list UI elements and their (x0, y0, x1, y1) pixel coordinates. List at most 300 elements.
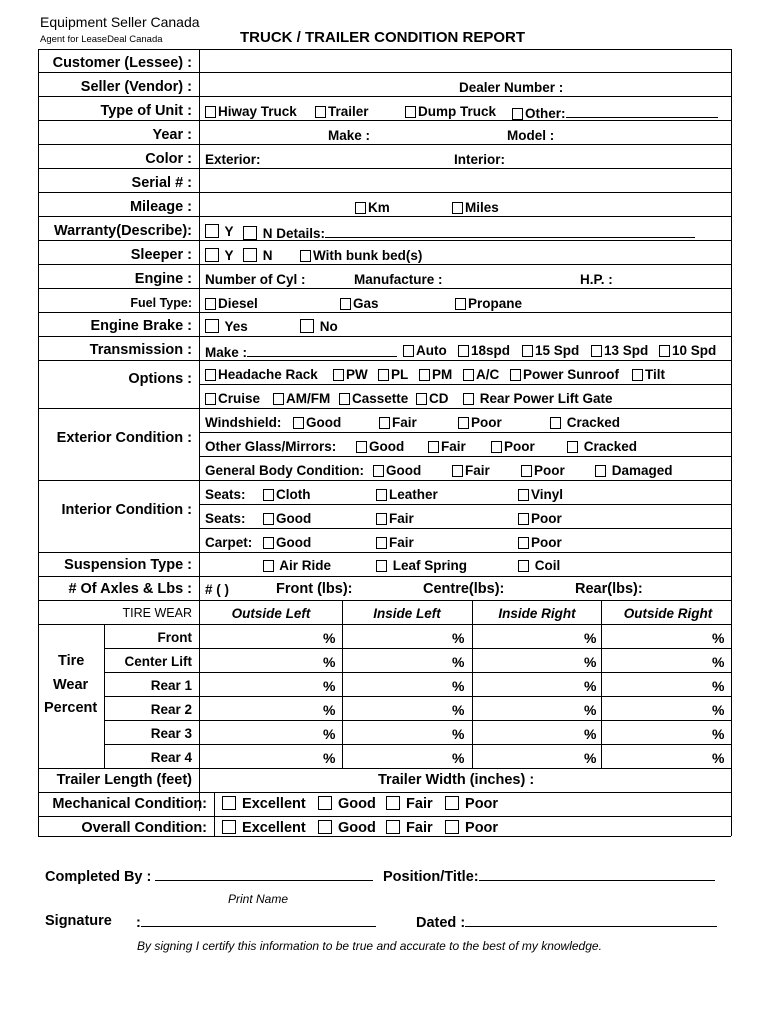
cassette-text: Cassette (352, 391, 409, 406)
coil-option (518, 558, 560, 573)
signature-blank[interactable] (141, 913, 376, 927)
km-option (355, 200, 390, 215)
exterior-condition-label: Exterior Condition : (56, 430, 192, 446)
suspension-type-label: Suspension Type : (64, 557, 192, 573)
grid-hline (38, 624, 731, 625)
air-ride-checkbox[interactable] (263, 560, 274, 572)
spd13-checkbox[interactable] (591, 345, 602, 357)
glass-fair (428, 439, 466, 454)
cruise-option (205, 391, 260, 406)
overall-excellent-text: Excellent (242, 820, 306, 836)
cruise-text: Cruise (218, 391, 261, 406)
overall-good (318, 820, 376, 836)
glass-fair-checkbox[interactable] (428, 441, 439, 453)
mech-poor-checkbox[interactable] (445, 796, 459, 810)
position-title-text: Position/Title: (383, 869, 479, 885)
engine-brake-label: Engine Brake : (90, 318, 192, 334)
tire-row-label-rear-4: Rear 4 (150, 750, 192, 765)
windshield-cracked-checkbox[interactable] (550, 417, 561, 429)
serial-label: Serial # : (131, 175, 192, 191)
condition-sep (214, 792, 215, 836)
carpet-field: Carpet: (205, 535, 253, 550)
engine-label: Engine : (134, 271, 192, 287)
make-field: Make : (328, 128, 371, 143)
options-label: Options : (128, 371, 192, 387)
gas-option (340, 296, 379, 311)
amfm-checkbox[interactable] (273, 393, 284, 405)
tire-percent-cell[interactable]: % (712, 726, 725, 742)
leather-text: Leather (389, 487, 438, 502)
num-cyl-field: Number of Cyl : (205, 272, 306, 287)
glass-good-checkbox[interactable] (356, 441, 367, 453)
warranty-details-blank[interactable] (325, 224, 695, 238)
sleeper-n-text: N (262, 248, 273, 263)
body-damaged-text: Damaged (611, 463, 673, 478)
pw-checkbox[interactable] (333, 369, 344, 381)
tire-percent-cell[interactable]: % (712, 750, 725, 766)
miles-checkbox[interactable] (452, 202, 463, 214)
leather-checkbox[interactable] (376, 489, 387, 501)
carpet-fair-text: Fair (389, 535, 414, 550)
seats-fair (376, 511, 414, 526)
glass-poor-checkbox[interactable] (491, 441, 502, 453)
pm-option (419, 367, 452, 382)
type-unit-options (205, 104, 297, 119)
lift-gate-text: Rear Power Lift Gate (479, 391, 613, 406)
spd18-checkbox[interactable] (458, 345, 469, 357)
vinyl-option (518, 487, 563, 502)
body-good-checkbox[interactable] (373, 465, 384, 477)
grid-right (731, 49, 732, 836)
warranty-n-text: N Details: (262, 226, 326, 241)
leaf-spring-text: Leaf Spring (392, 558, 468, 573)
seats-good-checkbox[interactable] (263, 513, 274, 525)
other-checkbox[interactable] (512, 108, 523, 120)
carpet-poor (518, 535, 562, 550)
bunk-checkbox[interactable] (300, 250, 311, 262)
diesel-text: Diesel (218, 296, 258, 311)
warranty-y (205, 224, 234, 239)
headache-checkbox[interactable] (205, 369, 216, 381)
sunroof-text: Power Sunroof (523, 367, 620, 382)
warranty-n-checkbox[interactable] (243, 226, 257, 240)
tire-percent-cell[interactable]: % (712, 702, 725, 718)
grid-hline (104, 696, 731, 697)
grid-hline (38, 144, 731, 145)
tire-percent-cell[interactable]: % (323, 654, 336, 670)
mechanical-condition-label: Mechanical Condition: (52, 796, 207, 812)
tire-percent-cell[interactable]: % (712, 630, 725, 646)
brake-yes-checkbox[interactable] (205, 319, 219, 333)
overall-fair-checkbox[interactable] (386, 820, 400, 834)
completed-by (45, 867, 373, 885)
grid-hline (38, 576, 731, 577)
tilt-text: Tilt (645, 367, 665, 382)
spd18-option (458, 343, 510, 358)
seats-poor-checkbox[interactable] (518, 513, 529, 525)
wear-label: Wear (53, 677, 89, 693)
customer-label: Customer (Lessee) : (52, 55, 192, 71)
tire-percent-cell[interactable]: % (323, 678, 336, 694)
overall-excellent (222, 820, 306, 836)
mech-good-text: Good (338, 796, 376, 812)
rear-lbs: Rear(lbs): (575, 581, 643, 597)
lift-gate-checkbox[interactable] (463, 393, 474, 405)
grid-hline (38, 816, 731, 817)
gas-text: Gas (353, 296, 379, 311)
windshield-poor-text: Poor (471, 415, 502, 430)
tire-row-label-rear-3: Rear 3 (150, 726, 192, 741)
gas-checkbox[interactable] (340, 298, 351, 310)
year-label: Year : (152, 127, 192, 143)
hiway-truck-text: Hiway Truck (218, 104, 297, 119)
cruise-checkbox[interactable] (205, 393, 216, 405)
mech-good-checkbox[interactable] (318, 796, 332, 810)
tilt-checkbox[interactable] (632, 369, 643, 381)
cd-option (416, 391, 449, 406)
other-blank[interactable] (566, 104, 718, 118)
glass-good (356, 439, 404, 454)
auto-text: Auto (416, 343, 447, 358)
brake-no-text: No (319, 319, 338, 334)
tire-percent-cell[interactable]: % (712, 678, 725, 694)
trailer-width: Trailer Width (inches) : (378, 772, 535, 788)
overall-fair-text: Fair (406, 820, 433, 836)
seats-material-field: Seats: (205, 487, 246, 502)
warranty-y-text: Y (224, 224, 234, 239)
tire-percent-cell[interactable]: % (452, 654, 465, 670)
tire-col-outside-right: Outside Right (623, 606, 713, 621)
body-good-text: Good (386, 463, 422, 478)
auto-checkbox[interactable] (403, 345, 414, 357)
trans-make (205, 343, 397, 360)
spd15-checkbox[interactable] (522, 345, 533, 357)
dealer-number: Dealer Number : (459, 80, 564, 95)
tire-col-sep (342, 600, 343, 768)
agent-line: Agent for LeaseDeal Canada (40, 34, 163, 45)
type-of-unit-label: Type of Unit : (100, 103, 192, 119)
signature-label: Signature (45, 913, 112, 929)
manufacture-field: Manufacture : (354, 272, 443, 287)
headache-text: Headache Rack (218, 367, 318, 382)
seats-poor-text: Poor (531, 511, 562, 526)
seats-good (263, 511, 311, 526)
tire-col-inside-left: Inside Left (373, 606, 441, 621)
carpet-fair (376, 535, 414, 550)
mech-excellent-checkbox[interactable] (222, 796, 236, 810)
ac-option (463, 367, 499, 382)
sleeper-y (205, 248, 234, 263)
body-damaged (595, 463, 673, 478)
carpet-good-text: Good (276, 535, 312, 550)
brake-yes-text: Yes (224, 319, 248, 334)
glass-cracked-text: Cracked (583, 439, 638, 454)
completed-by-blank[interactable] (155, 867, 373, 881)
hiway-truck-checkbox[interactable] (205, 106, 216, 118)
windshield-fair-checkbox[interactable] (379, 417, 390, 429)
seats-fair-text: Fair (389, 511, 414, 526)
tire-percent-cell[interactable]: % (323, 702, 336, 718)
tire-percent-cell[interactable]: % (323, 750, 336, 766)
amfm-option (273, 391, 330, 406)
sleeper-y-text: Y (224, 248, 234, 263)
percent-label: Percent (44, 700, 98, 716)
cloth-option (263, 487, 311, 502)
windshield-fair (379, 415, 417, 430)
grid-hline (38, 96, 731, 97)
sunroof-checkbox[interactable] (510, 369, 521, 381)
tire-percent-cell[interactable]: % (323, 630, 336, 646)
axle-count: # ( ) (205, 582, 230, 597)
km-checkbox[interactable] (355, 202, 366, 214)
pm-text: PM (432, 367, 453, 382)
windshield-good (293, 415, 341, 430)
interior-color-field: Interior: (454, 152, 506, 167)
pl-option (378, 367, 408, 382)
headache-option (205, 367, 318, 382)
body-fair-checkbox[interactable] (452, 465, 463, 477)
spd15-option (522, 343, 579, 358)
general-body-field: General Body Condition: (205, 463, 365, 478)
seats-fair-checkbox[interactable] (376, 513, 387, 525)
tire-percent-cell[interactable]: % (452, 726, 465, 742)
grid-hline (104, 720, 731, 721)
coil-text: Coil (534, 558, 561, 573)
dated-line (416, 913, 717, 931)
vinyl-checkbox[interactable] (518, 489, 529, 501)
dated-text: Dated : (416, 915, 466, 931)
tire-percent-cell[interactable]: % (712, 654, 725, 670)
position-title (383, 867, 715, 885)
tire-label: Tire (58, 653, 85, 669)
seats-condition-field: Seats: (205, 511, 246, 526)
trailer-length-label: Trailer Length (feet) (56, 772, 192, 788)
company-name: Equipment Seller Canada (40, 14, 200, 30)
grid-hline (38, 72, 731, 73)
position-title-blank[interactable] (479, 867, 715, 881)
grid-hline (38, 600, 731, 601)
body-good (373, 463, 421, 478)
trailer-option (315, 104, 369, 119)
tire-percent-cell[interactable]: % (452, 630, 465, 646)
leaf-spring-option (376, 558, 467, 573)
cd-text: CD (429, 391, 449, 406)
carpet-fair-checkbox[interactable] (376, 537, 387, 549)
brake-yes (205, 319, 248, 334)
hp-field: H.P. : (580, 272, 613, 287)
dump-truck-checkbox[interactable] (405, 106, 416, 118)
body-poor (521, 463, 565, 478)
body-poor-text: Poor (534, 463, 565, 478)
grid-hline (38, 408, 731, 409)
overall-good-text: Good (338, 820, 376, 836)
other-option (512, 104, 718, 121)
windshield-cracked-text: Cracked (566, 415, 621, 430)
dated-blank[interactable] (465, 913, 717, 927)
transmission-label: Transmission : (89, 342, 192, 358)
carpet-good-checkbox[interactable] (263, 537, 274, 549)
tire-percent-cell[interactable]: % (452, 678, 465, 694)
spd10-checkbox[interactable] (659, 345, 670, 357)
sunroof-option (510, 367, 619, 382)
brake-no (300, 319, 338, 334)
grid-hline (104, 672, 731, 673)
glass-cracked-checkbox[interactable] (567, 441, 578, 453)
spd10-text: 10 Spd (672, 343, 717, 358)
tire-percent-cell[interactable]: % (584, 726, 597, 742)
trans-make-text: Make : (205, 345, 248, 360)
overall-condition-label: Overall Condition: (81, 820, 207, 836)
overall-poor-checkbox[interactable] (445, 820, 459, 834)
leaf-spring-checkbox[interactable] (376, 560, 387, 572)
body-fair (452, 463, 490, 478)
carpet-poor-text: Poor (531, 535, 562, 550)
miles-text: Miles (465, 200, 499, 215)
propane-checkbox[interactable] (455, 298, 466, 310)
grid-hline (199, 432, 731, 433)
sleeper-y-checkbox[interactable] (205, 248, 219, 262)
other-glass-field: Other Glass/Mirrors: (205, 439, 337, 454)
glass-good-text: Good (369, 439, 405, 454)
tire-percent-cell[interactable]: % (584, 630, 597, 646)
miles-option (452, 200, 499, 215)
warranty-n (243, 224, 695, 241)
tire-wear-header: TIRE WEAR (122, 606, 192, 620)
tire-percent-cell[interactable]: % (452, 702, 465, 718)
glass-cracked (567, 439, 637, 454)
windshield-cracked (550, 415, 620, 430)
grid-hline (38, 792, 731, 793)
body-poor-checkbox[interactable] (521, 465, 532, 477)
windshield-poor-checkbox[interactable] (458, 417, 469, 429)
spd13-option (591, 343, 648, 358)
pl-checkbox[interactable] (378, 369, 389, 381)
warranty-y-checkbox[interactable] (205, 224, 219, 238)
grid-hline (199, 384, 731, 385)
spd18-text: 18spd (471, 343, 511, 358)
glass-poor (491, 439, 535, 454)
grid-hline (38, 216, 731, 217)
grid-hline (38, 552, 731, 553)
grid-hline (38, 264, 731, 265)
warranty-label: Warranty(Describe): (53, 223, 192, 239)
diesel-checkbox[interactable] (205, 298, 216, 310)
tire-col-outside-left: Outside Left (231, 606, 311, 621)
tire-row-label-center-lift: Center Lift (124, 654, 192, 669)
grid-hline (38, 168, 731, 169)
tire-percent-cell[interactable]: % (452, 750, 465, 766)
cd-checkbox[interactable] (416, 393, 427, 405)
tire-percent-cell[interactable]: % (584, 702, 597, 718)
axles-label: # Of Axles & Lbs : (68, 581, 192, 597)
signature-colon: : (136, 915, 141, 931)
sleeper-n-checkbox[interactable] (243, 248, 257, 262)
tire-percent-cell[interactable]: % (584, 678, 597, 694)
dump-truck-option (405, 104, 496, 119)
leather-option (376, 487, 438, 502)
overall-good-checkbox[interactable] (318, 820, 332, 834)
grid-hline (199, 456, 731, 457)
grid-hline (38, 360, 731, 361)
grid-hline (104, 744, 731, 745)
bunk-option (300, 248, 422, 263)
trans-make-blank[interactable] (247, 343, 397, 357)
grid-top (38, 49, 731, 50)
vinyl-text: Vinyl (531, 487, 564, 502)
cassette-option (339, 391, 408, 406)
diesel-option (205, 296, 258, 311)
grid-hline (38, 288, 731, 289)
tire-percent-cell[interactable]: % (584, 750, 597, 766)
sleeper-n (243, 248, 273, 263)
mech-good (318, 796, 376, 812)
body-damaged-checkbox[interactable] (595, 465, 606, 477)
ac-checkbox[interactable] (463, 369, 474, 381)
trailer-checkbox[interactable] (315, 106, 326, 118)
auto-option (403, 343, 447, 358)
propane-option (455, 296, 522, 311)
grid-hline (38, 192, 731, 193)
tire-percent-cell[interactable]: % (323, 726, 336, 742)
interior-condition-label: Interior Condition : (61, 502, 192, 518)
tire-row-label-front: Front (157, 630, 192, 645)
seller-label: Seller (Vendor) : (80, 79, 192, 95)
report-title: TRUCK / TRAILER CONDITION REPORT (240, 29, 525, 46)
exterior-color-field: Exterior: (205, 152, 261, 167)
pl-text: PL (391, 367, 409, 382)
mech-poor (445, 796, 498, 812)
pm-checkbox[interactable] (419, 369, 430, 381)
windshield-good-checkbox[interactable] (293, 417, 304, 429)
overall-excellent-checkbox[interactable] (222, 820, 236, 834)
ac-text: A/C (476, 367, 500, 382)
tire-col-inside-right: Inside Right (498, 606, 576, 621)
carpet-good (263, 535, 311, 550)
signature-line (136, 913, 376, 931)
grid-hline (38, 336, 731, 337)
print-name-caption: Print Name (228, 892, 289, 906)
mech-fair-checkbox[interactable] (386, 796, 400, 810)
carpet-poor-checkbox[interactable] (518, 537, 529, 549)
bunk-text: With bunk bed(s) (313, 248, 423, 263)
trailer-text: Trailer (328, 104, 369, 119)
cassette-checkbox[interactable] (339, 393, 350, 405)
dump-truck-text: Dump Truck (418, 104, 497, 119)
tire-row-label-rear-2: Rear 2 (150, 702, 192, 717)
cloth-checkbox[interactable] (263, 489, 274, 501)
grid-hline (199, 504, 731, 505)
overall-poor (445, 820, 498, 836)
grid-hline (104, 648, 731, 649)
windshield-field: Windshield: (205, 415, 282, 430)
windshield-poor (458, 415, 502, 430)
overall-fair (386, 820, 433, 836)
brake-no-checkbox[interactable] (300, 319, 314, 333)
tire-col-sep (601, 600, 602, 768)
air-ride-option (263, 558, 331, 573)
tilt-option (632, 367, 665, 382)
tire-percent-cell[interactable]: % (584, 654, 597, 670)
windshield-fair-text: Fair (392, 415, 417, 430)
centre-lbs: Centre(lbs): (423, 581, 505, 597)
spd10-option (659, 343, 716, 358)
overall-poor-text: Poor (465, 820, 499, 836)
grid-hline (38, 768, 731, 769)
seats-poor (518, 511, 562, 526)
coil-checkbox[interactable] (518, 560, 529, 572)
glass-poor-text: Poor (504, 439, 535, 454)
mech-fair-text: Fair (406, 796, 433, 812)
